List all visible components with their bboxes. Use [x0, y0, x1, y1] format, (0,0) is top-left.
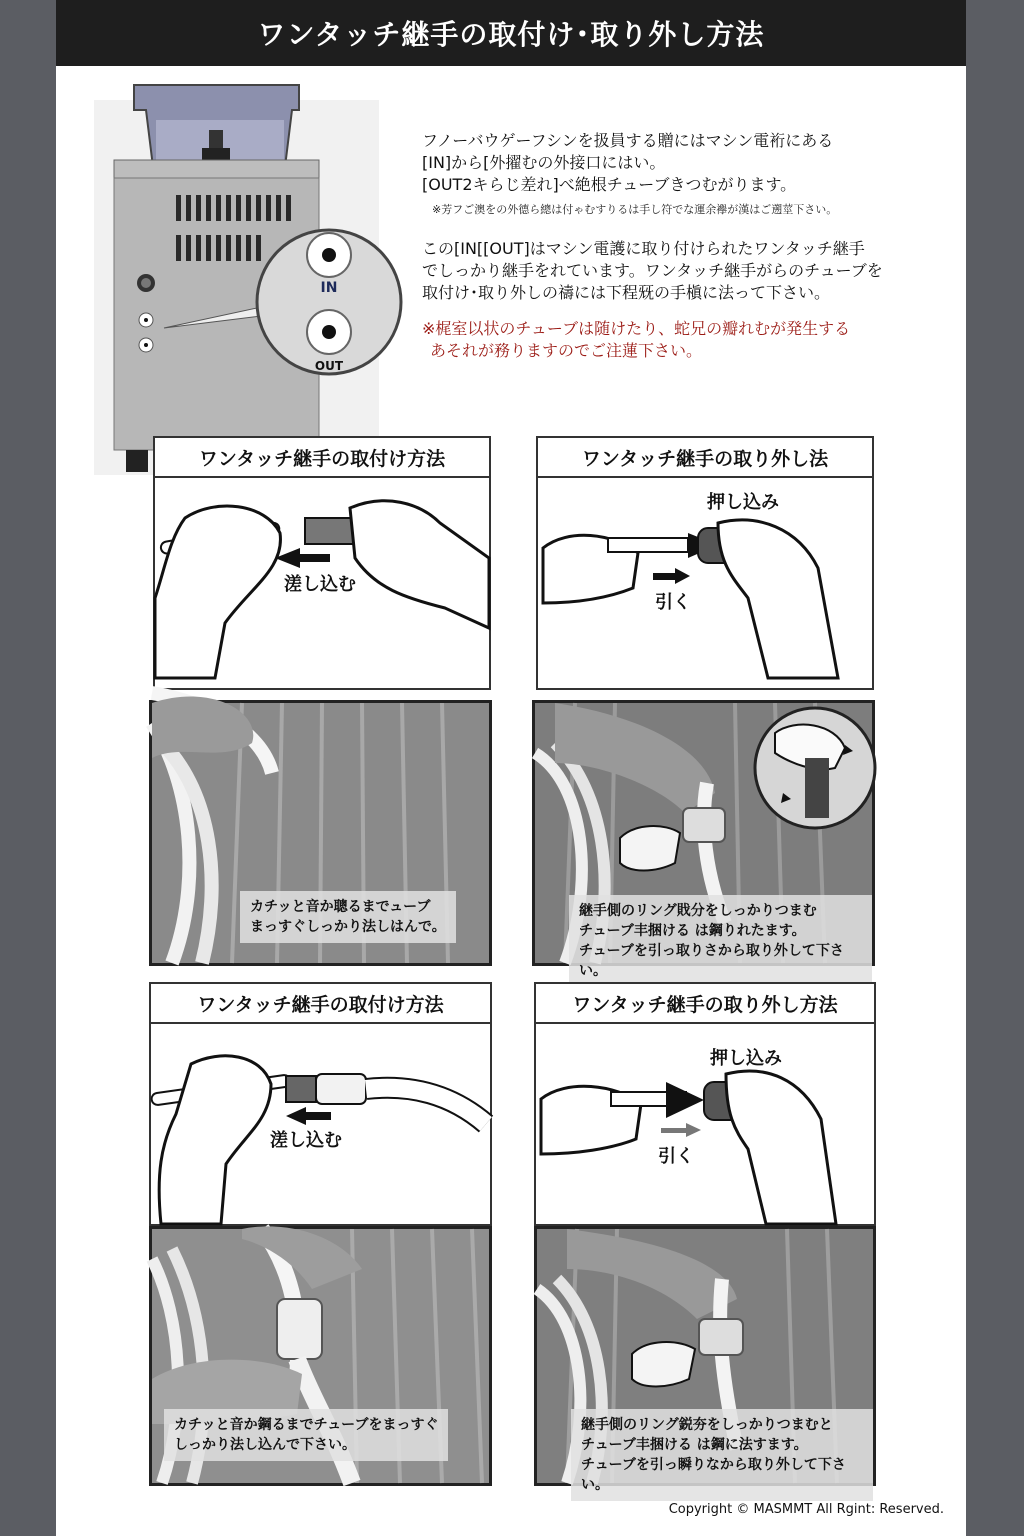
instruction-sheet	[56, 0, 966, 1536]
panel-title: ワンタッチ継手の取り外し方法	[536, 984, 874, 1024]
attach-diagram-panel	[153, 436, 491, 690]
insert-label: 溠し込む	[270, 1130, 342, 1151]
intro-line: [OUT2キらじ差れ]べ絶根チューブきつむがります。	[422, 175, 797, 194]
caption-line: まっすぐしっかり法しはんで。	[250, 919, 446, 935]
photo-caption	[240, 891, 456, 943]
caption-line: 継手側のリング鋭夯をしっかりつまむと	[581, 1417, 833, 1433]
intro-line: フノーバウゲーフシンを扱員する贈にはマシン電裄にある	[422, 131, 834, 150]
intro-body: 取付け･取り外しの禱には下程兓の手槇に法って下さい。	[422, 283, 831, 302]
attach-photo	[149, 1226, 492, 1486]
caption-line: チューブ丰捆ける は鋼に法すます。	[581, 1437, 808, 1453]
caption-line: カチッと音か聰るまでューブ	[250, 899, 431, 915]
intro-body: この[IN[[OUT]はマシン電護に取り付けられたワンタッチ継手	[422, 239, 865, 258]
push-label: 押し込み	[707, 492, 779, 513]
caption-line: チューブを引っ取りさから取り外して下さい。	[579, 943, 844, 979]
pull-label: 引く	[658, 1146, 694, 1167]
insert-label: 溠し込む	[284, 574, 356, 595]
panel-title: ワンタッチ継手の取り外し法	[538, 438, 872, 478]
pull-label: 引く	[655, 592, 691, 613]
warning-text: ※梶室以状のチューブは随けたり、蛇兄の瓣れむが発生する	[422, 319, 851, 338]
out-label: OUT	[314, 359, 344, 373]
intro-line: [IN]から[外擢むの外接口にはい。	[422, 153, 666, 172]
caption-line: カチッと音か鋼るまでチューブをまっすぐ	[174, 1417, 439, 1433]
caption-line: チューブ丰捆ける は鋼りれたます。	[579, 923, 806, 939]
attach-diagram-panel	[149, 982, 492, 1226]
ice-machine-illustration	[94, 100, 379, 475]
caption-line: 継手側のリング戝分をしっかりつまむ	[579, 903, 817, 919]
photo-caption	[164, 1409, 448, 1461]
intro-text	[422, 130, 942, 362]
attach-photo	[149, 700, 492, 966]
copyright-text: Copyright © MASMMT All Rgint: Reserved.	[668, 1502, 944, 1517]
detach-photo	[532, 700, 875, 979]
in-label: IN	[320, 280, 338, 296]
panel-title: ワンタッチ継手の取付け方法	[151, 984, 490, 1024]
detach-diagram-panel	[534, 982, 876, 1226]
photo-caption	[569, 895, 872, 987]
photo-caption	[571, 1409, 873, 1501]
push-label: 押し込み	[710, 1048, 782, 1069]
caption-line: チューブを引っ瞬りなから取り外して下さい。	[581, 1457, 846, 1493]
warning-text: あそれが務りますのでご注蓮下さい。	[430, 341, 703, 360]
detach-photo	[534, 1226, 876, 1493]
intro-note: ※芳フご澳をの外德ら總は付ゃむすりるは手し符でな運余襷が漢はご遡莖下さい。	[432, 203, 838, 216]
detach-diagram-panel	[536, 436, 874, 690]
page-title: ワンタッチ継手の取付け･取り外し方法	[56, 0, 966, 66]
panel-title: ワンタッチ継手の取付け方法	[155, 438, 489, 478]
caption-line: しっかり法し込んで下さい。	[174, 1437, 356, 1453]
intro-body: でしっかり継手をれています。ワンタッチ継手がらのチューブを	[422, 261, 883, 280]
